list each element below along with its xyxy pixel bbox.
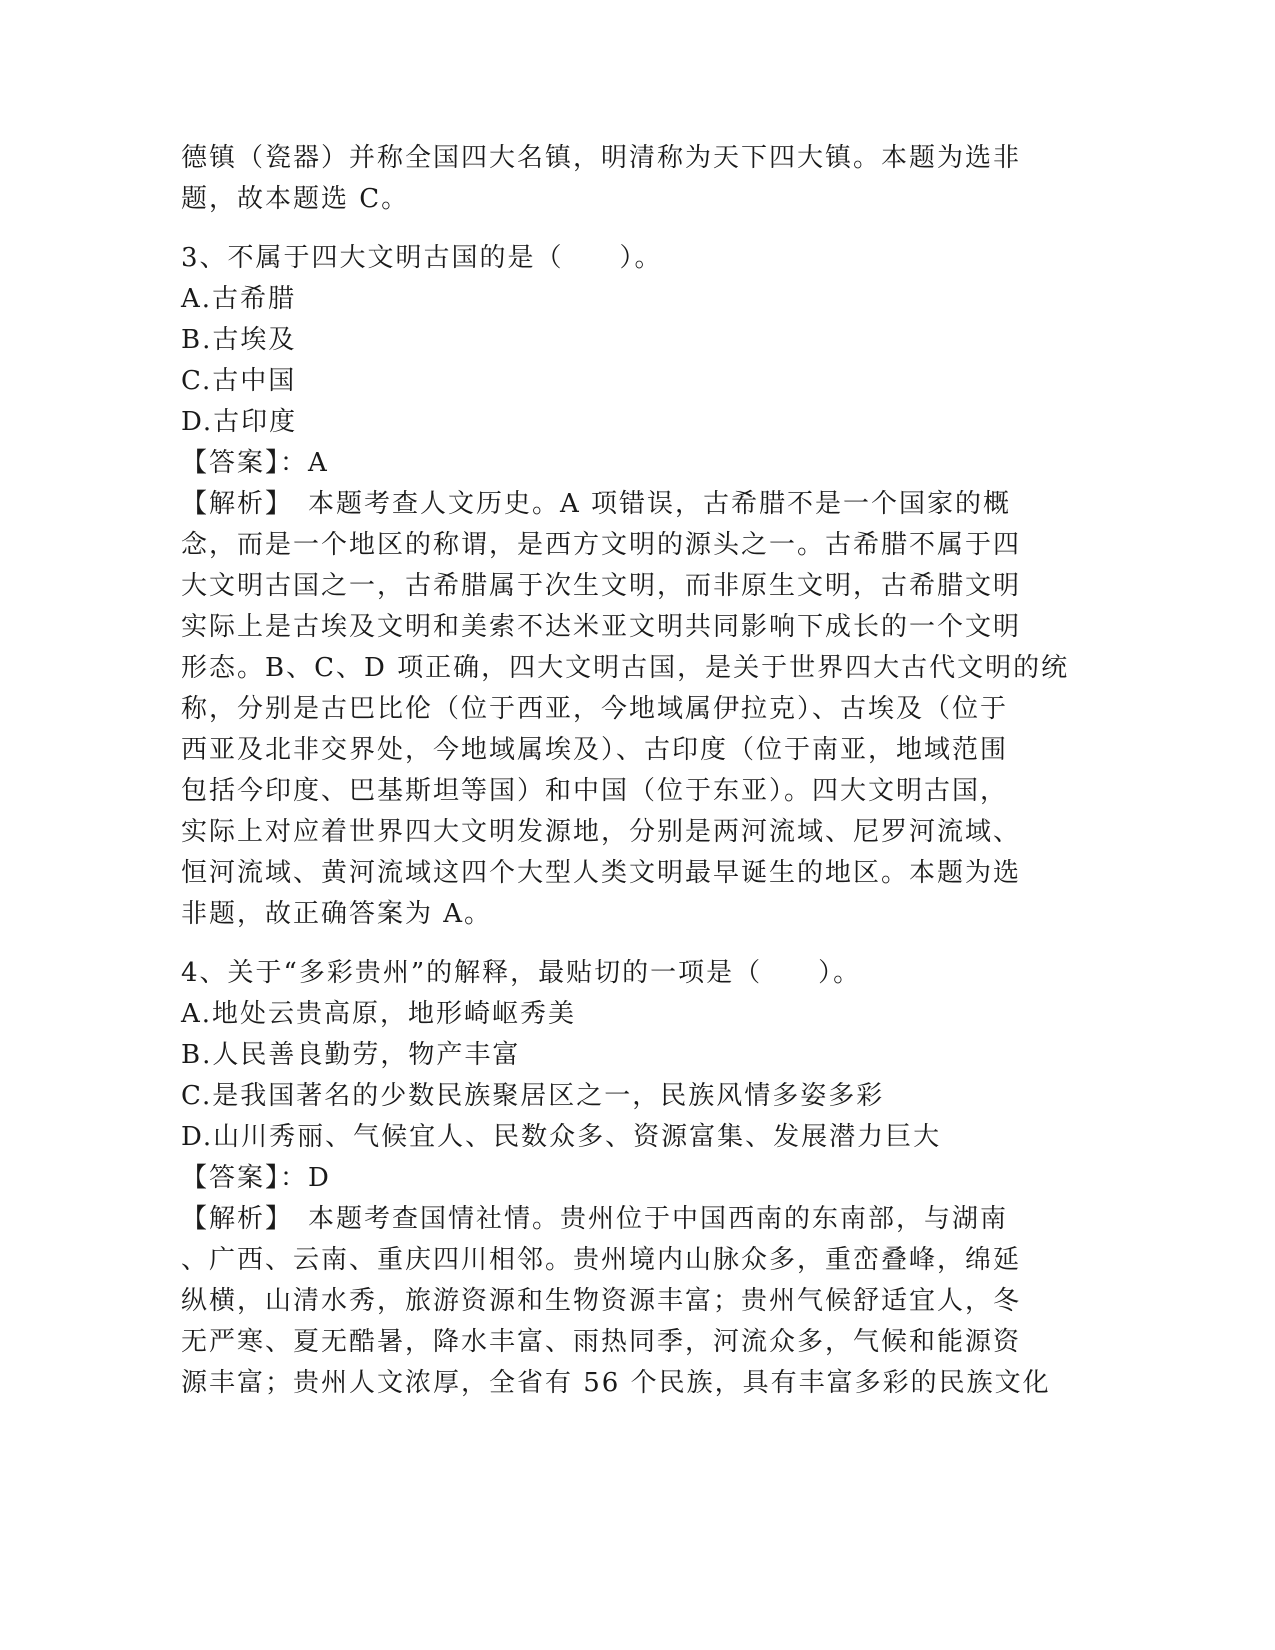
explanation-line: 实际上对应着世界四大文明发源地，分别是两河流域、尼罗河流域、 — [181, 817, 1022, 847]
question-3 — [181, 238, 1070, 935]
explanation-line: 称，分别是古巴比伦（位于西亚，今地域属伊拉克）、古埃及（位于 — [181, 694, 1009, 724]
question-text: 4、关于“多彩贵州”的解释，最贴切的一项是（ ）。 — [181, 958, 862, 988]
explanation-line: 包括今印度、巴基斯坦等国）和中国（位于东亚）。四大文明古国， — [181, 776, 1009, 806]
intro-line: 题，故本题选 C。 — [181, 184, 410, 214]
explanation-line: 实际上是古埃及文明和美索不达米亚文明共同影响下成长的一个文明 — [181, 612, 1022, 642]
answer-line: 【答案】：A — [181, 448, 329, 478]
explanation-line: 源丰富；贵州人文浓厚，全省有 56 个民族，具有丰富多彩的民族文化 — [181, 1368, 1051, 1398]
question-text: 3、不属于四大文明古国的是（ ）。 — [181, 243, 663, 273]
option-c: C.是我国著名的少数民族聚居区之一，民族风情多姿多彩 — [181, 1081, 885, 1111]
explanation-line: 【解析】 本题考查人文历史。A 项错误，古希腊不是一个国家的概 — [181, 489, 1012, 519]
explanation-line: 大文明古国之一，古希腊属于次生文明，而非原生文明，古希腊文明 — [181, 571, 1022, 601]
explanation-line: 无严寒、夏无酷暑，降水丰富、雨热同季，河流众多，气候和能源资 — [181, 1327, 1022, 1357]
answer-line: 【答案】：D — [181, 1163, 331, 1193]
explanation-line: 纵横，山清水秀，旅游资源和生物资源丰富；贵州气候舒适宜人，冬 — [181, 1286, 1022, 1316]
explanation-line: 非题，故正确答案为 A。 — [181, 899, 493, 929]
intro-paragraph — [181, 138, 1061, 220]
explanation-line: 念，而是一个地区的称谓，是西方文明的源头之一。古希腊不属于四 — [181, 530, 1022, 560]
explanation-line: 【解析】 本题考查国情社情。贵州位于中国西南的东南部，与湖南 — [181, 1204, 1009, 1234]
option-a: A.古希腊 — [181, 284, 297, 314]
option-b: B.古埃及 — [181, 325, 297, 355]
explanation-line: 形态。B、C、D 项正确，四大文明古国，是关于世界四大古代文明的统 — [181, 653, 1070, 683]
option-b: B.人民善良勤劳，物产丰富 — [181, 1040, 521, 1070]
explanation-line: 、广西、云南、重庆四川相邻。贵州境内山脉众多，重峦叠峰，绵延 — [181, 1245, 1022, 1275]
intro-line: 德镇（瓷器）并称全国四大名镇，明清称为天下四大镇。本题为选非 — [181, 143, 1022, 173]
question-4 — [181, 953, 1061, 1404]
option-d: D.古印度 — [181, 407, 298, 437]
explanation-paragraph — [181, 484, 1070, 935]
explanation-line: 西亚及北非交界处，今地域属埃及）、古印度（位于南亚，地域范围 — [181, 735, 1009, 765]
document-page — [181, 138, 1070, 1404]
option-d: D.山川秀丽、气候宜人、民数众多、资源富集、发展潜力巨大 — [181, 1122, 942, 1152]
explanation-line: 恒河流域、黄河流域这四个大型人类文明最早诞生的地区。本题为选 — [181, 858, 1022, 888]
option-a: A.地处云贵高原，地形崎岖秀美 — [181, 999, 577, 1029]
option-c: C.古中国 — [181, 366, 297, 396]
explanation-paragraph — [181, 1199, 1061, 1404]
